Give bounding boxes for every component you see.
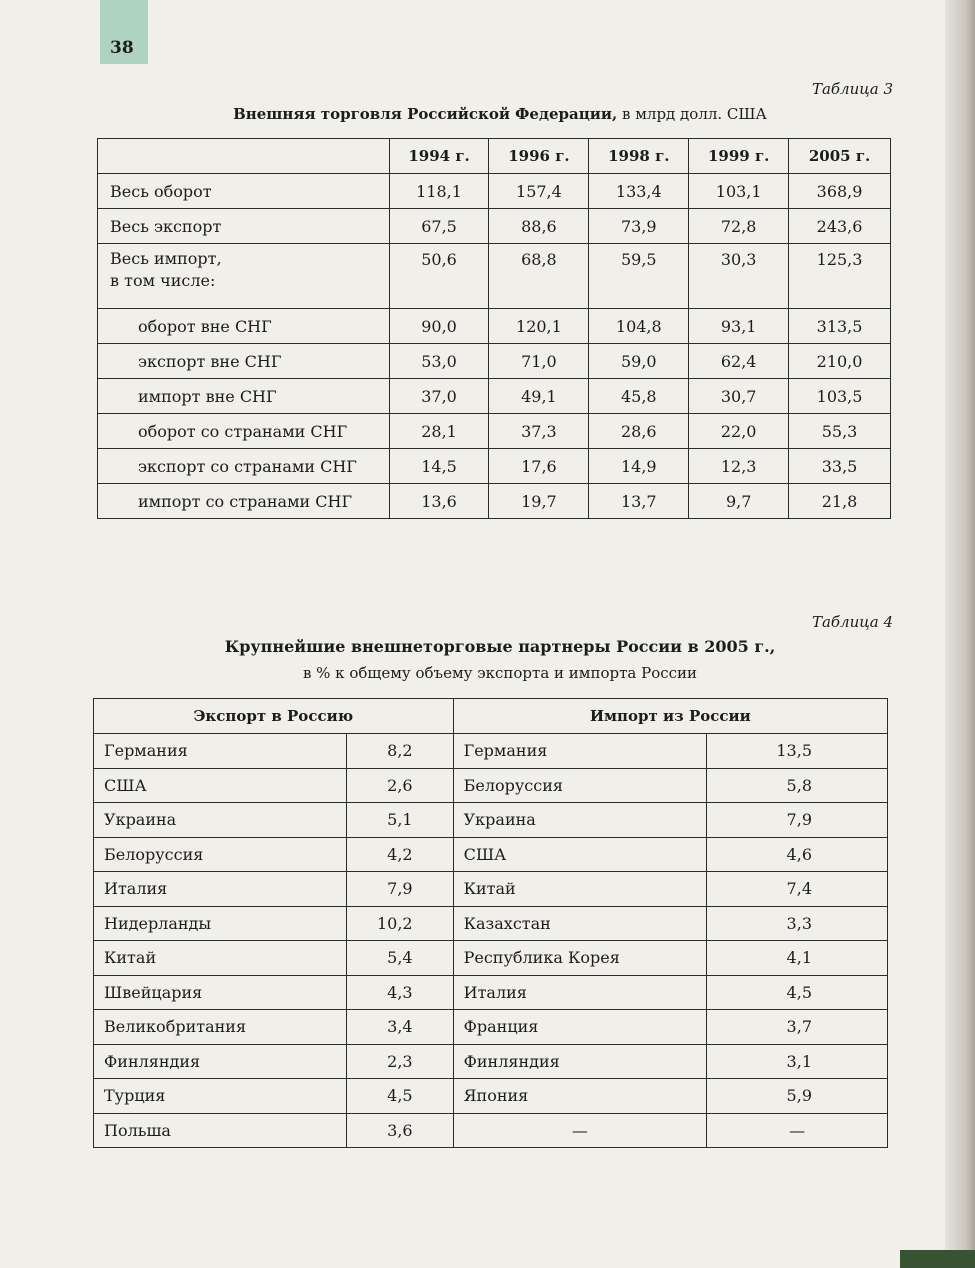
import-country: Китай — [453, 872, 707, 907]
page-edge — [945, 0, 975, 1268]
table4-title: Крупнейшие внешнеторговые партнеры России в 2005 г., — [224, 637, 776, 656]
value-cell: 17,6 — [489, 449, 589, 484]
table3-row — [98, 309, 891, 344]
value-cell: 73,9 — [589, 209, 689, 244]
table3-row — [98, 414, 891, 449]
value-cell: 59,0 — [589, 344, 689, 379]
table4-header-row — [94, 699, 888, 734]
export-country: Финляндия — [94, 1044, 347, 1079]
value-cell: 93,1 — [689, 309, 789, 344]
value-cell: 133,4 — [589, 174, 689, 209]
table3-label: Таблица 3 — [811, 80, 893, 98]
value-cell: 22,0 — [689, 414, 789, 449]
value-cell: 72,8 — [689, 209, 789, 244]
export-header: Экспорт в Россию — [94, 699, 454, 734]
value-cell: 125,3 — [789, 244, 891, 309]
year-header: 2005 г. — [789, 139, 891, 174]
value-cell: 37,0 — [389, 379, 489, 414]
import-country: Германия — [453, 734, 707, 769]
export-country: Германия — [94, 734, 347, 769]
value-cell: 14,9 — [589, 449, 689, 484]
export-country: Великобритания — [94, 1010, 347, 1045]
import-country: Италия — [453, 975, 707, 1010]
table3-row — [98, 209, 891, 244]
import-value: 5,9 — [707, 1079, 888, 1114]
year-header: 1999 г. — [689, 139, 789, 174]
export-country: США — [94, 768, 347, 803]
table4-subtitle: в % к общему объему экспорта и импорта России — [302, 664, 698, 682]
import-header: Импорт из России — [453, 699, 887, 734]
export-country: Польша — [94, 1113, 347, 1148]
import-country: Казахстан — [453, 906, 707, 941]
import-country: Финляндия — [453, 1044, 707, 1079]
export-value: 2,6 — [346, 768, 453, 803]
row-label: оборот со странами СНГ — [98, 414, 390, 449]
table3-row — [98, 379, 891, 414]
table4-row — [94, 872, 888, 907]
export-value: 7,9 — [346, 872, 453, 907]
export-value: 3,4 — [346, 1010, 453, 1045]
table3-row — [98, 174, 891, 209]
import-value: 5,8 — [707, 768, 888, 803]
table4-row — [94, 1079, 888, 1114]
table4-row — [94, 941, 888, 976]
value-cell: 313,5 — [789, 309, 891, 344]
table4-row — [94, 1010, 888, 1045]
export-country: Белоруссия — [94, 837, 347, 872]
value-cell: 103,1 — [689, 174, 789, 209]
value-cell: 62,4 — [689, 344, 789, 379]
export-value: 2,3 — [346, 1044, 453, 1079]
row-label: экспорт вне СНГ — [98, 344, 390, 379]
table3-row — [98, 244, 891, 309]
value-cell: 14,5 — [389, 449, 489, 484]
row-label: Весь импорт, в том числе: — [98, 244, 390, 309]
table3-row — [98, 484, 891, 519]
row-label: импорт вне СНГ — [98, 379, 390, 414]
page-corner — [900, 1250, 975, 1268]
export-value: 5,1 — [346, 803, 453, 838]
value-cell: 30,7 — [689, 379, 789, 414]
foreign-trade-table — [97, 138, 891, 519]
export-value: 4,3 — [346, 975, 453, 1010]
export-value: 8,2 — [346, 734, 453, 769]
import-value: 3,7 — [707, 1010, 888, 1045]
import-value: 4,5 — [707, 975, 888, 1010]
row-label: экспорт со странами СНГ — [98, 449, 390, 484]
import-country: Украина — [453, 803, 707, 838]
table3-title: Внешняя торговля Российской Федерации, — [233, 105, 618, 123]
value-cell: 67,5 — [389, 209, 489, 244]
value-cell: 120,1 — [489, 309, 589, 344]
value-cell: 19,7 — [489, 484, 589, 519]
value-cell: 88,6 — [489, 209, 589, 244]
table4-row — [94, 1044, 888, 1079]
export-value: 4,5 — [346, 1079, 453, 1114]
value-cell: 59,5 — [589, 244, 689, 309]
value-cell: 45,8 — [589, 379, 689, 414]
export-value: 3,6 — [346, 1113, 453, 1148]
trade-partners-table — [93, 698, 888, 1148]
table4-row — [94, 768, 888, 803]
export-country: Китай — [94, 941, 347, 976]
import-country: Франция — [453, 1010, 707, 1045]
row-label: Весь оборот — [98, 174, 390, 209]
export-value: 4,2 — [346, 837, 453, 872]
value-cell: 49,1 — [489, 379, 589, 414]
table4-row — [94, 803, 888, 838]
import-country: США — [453, 837, 707, 872]
value-cell: 9,7 — [689, 484, 789, 519]
value-cell: 55,3 — [789, 414, 891, 449]
import-value: 3,1 — [707, 1044, 888, 1079]
import-value: 3,3 — [707, 906, 888, 941]
import-country: Япония — [453, 1079, 707, 1114]
row-label: Весь экспорт — [98, 209, 390, 244]
export-value: 5,4 — [346, 941, 453, 976]
export-country: Италия — [94, 872, 347, 907]
value-cell: 118,1 — [389, 174, 489, 209]
table4-row — [94, 906, 888, 941]
value-cell: 53,0 — [389, 344, 489, 379]
value-cell: 13,7 — [589, 484, 689, 519]
page-number: 38 — [110, 38, 134, 58]
year-header: 1996 г. — [489, 139, 589, 174]
row-label: оборот вне СНГ — [98, 309, 390, 344]
year-header: 1998 г. — [589, 139, 689, 174]
value-cell: 243,6 — [789, 209, 891, 244]
value-cell: 157,4 — [489, 174, 589, 209]
export-value: 10,2 — [346, 906, 453, 941]
import-value: 7,9 — [707, 803, 888, 838]
value-cell: 210,0 — [789, 344, 891, 379]
value-cell: 33,5 — [789, 449, 891, 484]
import-value: 13,5 — [707, 734, 888, 769]
row-label: импорт со странами СНГ — [98, 484, 390, 519]
value-cell: 21,8 — [789, 484, 891, 519]
table3-unit: в млрд долл. США — [622, 105, 767, 123]
value-cell: 103,5 — [789, 379, 891, 414]
value-cell: 12,3 — [689, 449, 789, 484]
table4-label: Таблица 4 — [811, 613, 893, 631]
table4-row — [94, 1113, 888, 1148]
value-cell: 37,3 — [489, 414, 589, 449]
value-cell: 68,8 — [489, 244, 589, 309]
export-country: Нидерланды — [94, 906, 347, 941]
import-country: — — [453, 1113, 707, 1148]
table3-header-row — [98, 139, 891, 174]
value-cell: 28,1 — [389, 414, 489, 449]
value-cell: 368,9 — [789, 174, 891, 209]
header-blank-cell — [98, 139, 390, 174]
table4-row — [94, 734, 888, 769]
import-value: 4,1 — [707, 941, 888, 976]
value-cell: 71,0 — [489, 344, 589, 379]
table3-row — [98, 449, 891, 484]
import-country: Белоруссия — [453, 768, 707, 803]
import-value: 7,4 — [707, 872, 888, 907]
value-cell: 28,6 — [589, 414, 689, 449]
export-country: Турция — [94, 1079, 347, 1114]
import-value: — — [707, 1113, 888, 1148]
table3-row — [98, 344, 891, 379]
value-cell: 104,8 — [589, 309, 689, 344]
table4-row — [94, 837, 888, 872]
table4-row — [94, 975, 888, 1010]
import-country: Республика Корея — [453, 941, 707, 976]
value-cell: 30,3 — [689, 244, 789, 309]
export-country: Швейцария — [94, 975, 347, 1010]
export-country: Украина — [94, 803, 347, 838]
table3-caption — [160, 105, 840, 123]
value-cell: 50,6 — [389, 244, 489, 309]
year-header: 1994 г. — [389, 139, 489, 174]
value-cell: 90,0 — [389, 309, 489, 344]
import-value: 4,6 — [707, 837, 888, 872]
value-cell: 13,6 — [389, 484, 489, 519]
